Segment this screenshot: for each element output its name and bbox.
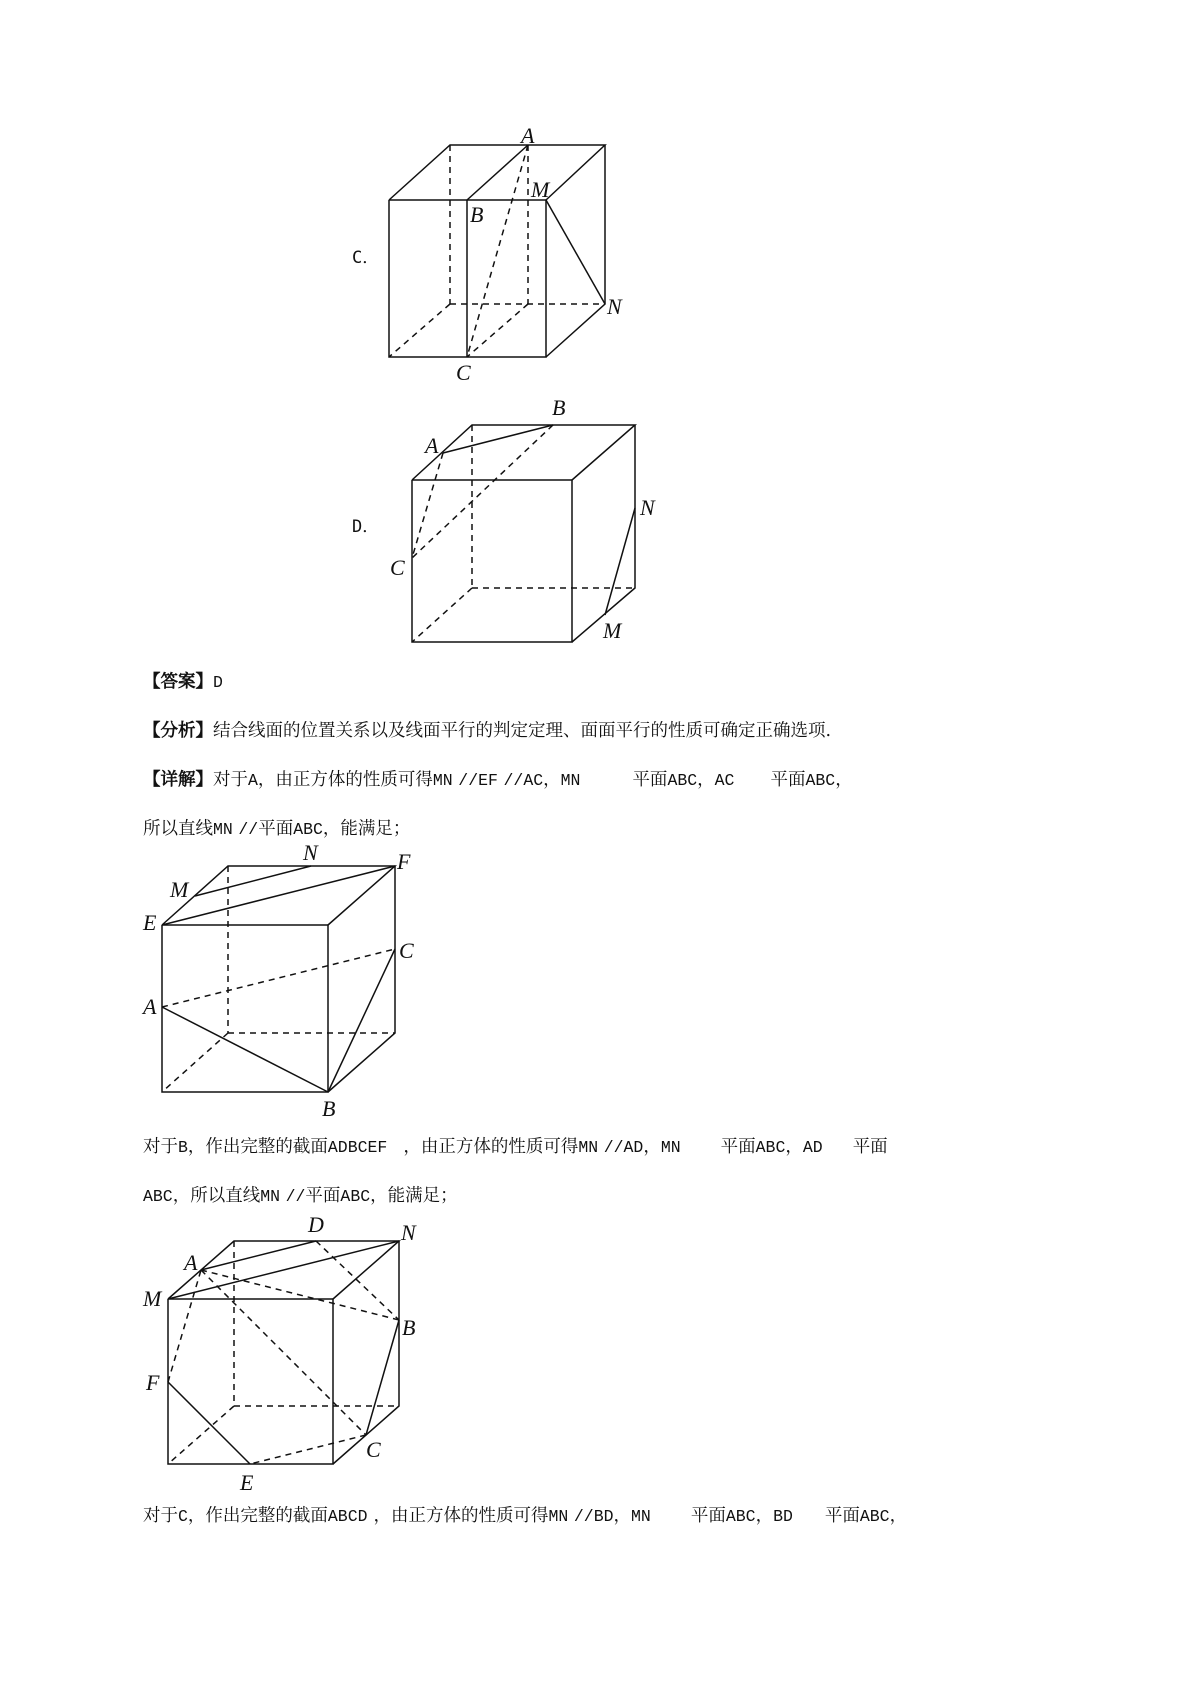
detail-a-line-2 [143, 815, 410, 840]
detail-b-line-2 [143, 1182, 458, 1207]
math: MN [660, 1138, 681, 1157]
line-ab [201, 1270, 399, 1320]
point-b-label: B [322, 1096, 336, 1121]
math: MN [560, 771, 581, 790]
point-a-label: A [184, 1250, 198, 1275]
text: ，作出完整的截面 [187, 1137, 328, 1157]
math: MN [548, 1507, 569, 1526]
math: ABC [143, 1187, 173, 1206]
figure-b [0, 1210, 600, 1510]
math: MN [578, 1138, 599, 1157]
detail-a-line-1 [143, 766, 853, 791]
text: ， [543, 770, 561, 790]
point-b-label: B [552, 395, 566, 420]
math: BD [773, 1507, 793, 1526]
text: 对于 [143, 1137, 178, 1157]
line-ac [467, 145, 528, 357]
text: 平面 [852, 1137, 888, 1157]
option-c-cube-diagram [0, 0, 1191, 400]
answer-value: D [213, 673, 223, 692]
option-c-label: C． [352, 248, 380, 268]
point-e-label: E [143, 910, 157, 935]
text: 平面 [632, 770, 668, 790]
point-m-label: M [603, 618, 622, 643]
math: ABC [859, 1507, 890, 1526]
line-ac [412, 453, 443, 558]
math: MN [260, 1187, 281, 1206]
math: ABCD [327, 1507, 368, 1526]
line-bc [366, 1320, 399, 1435]
math: ABC [293, 820, 323, 839]
detail-b-line-1 [143, 1133, 888, 1158]
answer-tag: 【答案】 [143, 672, 213, 692]
text: ，由正方体的性质可得 [257, 770, 433, 790]
front-face [412, 480, 572, 642]
parallel-symbol: // [458, 771, 479, 790]
point-n-label: N [303, 840, 318, 865]
section-hidden-edge [467, 304, 528, 357]
math: ABC [725, 1507, 756, 1526]
figure-b-cube-diagram [0, 1210, 600, 1510]
text: ， [613, 1506, 632, 1526]
math: BD [593, 1507, 614, 1526]
math: C [178, 1507, 188, 1526]
point-m-label: M [531, 177, 550, 202]
point-m-label: M [170, 877, 189, 902]
math: MN [631, 1507, 651, 1526]
parallel-symbol: // [238, 820, 259, 839]
math: ADBCEF [327, 1138, 388, 1157]
right-face [328, 866, 395, 1092]
text: ， [755, 1506, 774, 1526]
analysis-line [143, 717, 831, 742]
text: ， [835, 770, 853, 790]
point-a-label: A [143, 994, 157, 1019]
point-n-label: N [401, 1220, 416, 1245]
option-d-cube-diagram [0, 380, 1191, 660]
hidden-edge [389, 304, 450, 357]
point-m-label: M [143, 1286, 162, 1311]
parallel-symbol: // [503, 771, 524, 790]
line-bc [328, 949, 395, 1092]
math: B [178, 1138, 188, 1157]
math: ABC [667, 771, 698, 790]
point-n-label: N [640, 495, 655, 520]
text: 平面 [770, 770, 806, 790]
math: ABC [755, 1138, 786, 1157]
point-b-label: B [470, 202, 484, 227]
text: ， [643, 1137, 661, 1157]
parallel-symbol: // [573, 1507, 594, 1526]
math: AC [714, 771, 735, 790]
text: ，所以直线 [172, 1186, 261, 1206]
point-f-label: F [146, 1370, 160, 1395]
point-a-label: A [425, 433, 439, 458]
point-c-label: C [456, 360, 471, 385]
detail-c-line-1 [143, 1502, 907, 1527]
point-n-label: N [607, 294, 622, 319]
text: ，由正方体的性质可得 [403, 1137, 579, 1157]
text: 平面 [720, 1137, 756, 1157]
point-c-label: C [390, 555, 405, 580]
text: ，能满足； [370, 1186, 458, 1206]
math: AC [523, 771, 544, 790]
text: ， [889, 1506, 908, 1526]
text: ， [785, 1137, 803, 1157]
text: ，作出完整的截面 [187, 1506, 328, 1526]
line-fa [168, 1270, 201, 1382]
answer-line [143, 668, 223, 693]
line-ef [168, 1382, 250, 1464]
right-face [572, 425, 635, 642]
front-face [168, 1299, 333, 1464]
section-edge [467, 145, 528, 200]
line-ab [162, 1007, 328, 1092]
line-mn [546, 200, 605, 304]
math: ABC [805, 771, 836, 790]
point-c-label: C [366, 1437, 381, 1462]
text: 平面 [258, 819, 294, 839]
text: ， [697, 770, 715, 790]
parallel-symbol: // [285, 1187, 306, 1206]
line-ac [162, 949, 395, 1007]
hidden-edge [412, 588, 472, 642]
point-d-label: D [308, 1212, 324, 1237]
point-e-label: E [240, 1470, 254, 1495]
text: 平面 [690, 1506, 726, 1526]
math: ABC [340, 1187, 371, 1206]
option-d-figure [0, 380, 1191, 660]
figure-a-cube-diagram [0, 840, 600, 1120]
math: MN [432, 771, 453, 790]
text: 平面 [305, 1186, 341, 1206]
point-c-label: C [399, 938, 414, 963]
math: A [248, 771, 258, 790]
point-a-label: A [521, 123, 535, 148]
analysis-text: 结合线面的位置关系以及线面平行的判定定理、面面平行的性质可确定正确选项. [213, 721, 832, 741]
option-d-label: D． [352, 517, 380, 537]
line-ac [201, 1270, 366, 1435]
text: 对于 [213, 770, 248, 790]
text: 对于 [143, 1506, 178, 1526]
detail-tag: 【详解】 [143, 770, 213, 790]
text: 平面 [824, 1506, 860, 1526]
math: MN [213, 820, 233, 839]
front-face [162, 925, 328, 1092]
point-f-label: F [397, 849, 411, 874]
hidden-edge [162, 1033, 228, 1092]
line-ab [443, 425, 553, 453]
text: ，由正方体的性质可得 [373, 1506, 549, 1526]
math: AD [623, 1138, 644, 1157]
math: AD [802, 1138, 823, 1157]
math: EF [478, 771, 498, 790]
option-c-figure [0, 0, 1191, 400]
text: ，能满足； [322, 819, 411, 839]
figure-a [0, 840, 600, 1120]
point-b-label: B [402, 1315, 416, 1340]
analysis-tag: 【分析】 [143, 721, 213, 741]
text: 所以直线 [143, 819, 213, 839]
parallel-symbol: // [603, 1138, 624, 1157]
line-mn [605, 508, 635, 615]
